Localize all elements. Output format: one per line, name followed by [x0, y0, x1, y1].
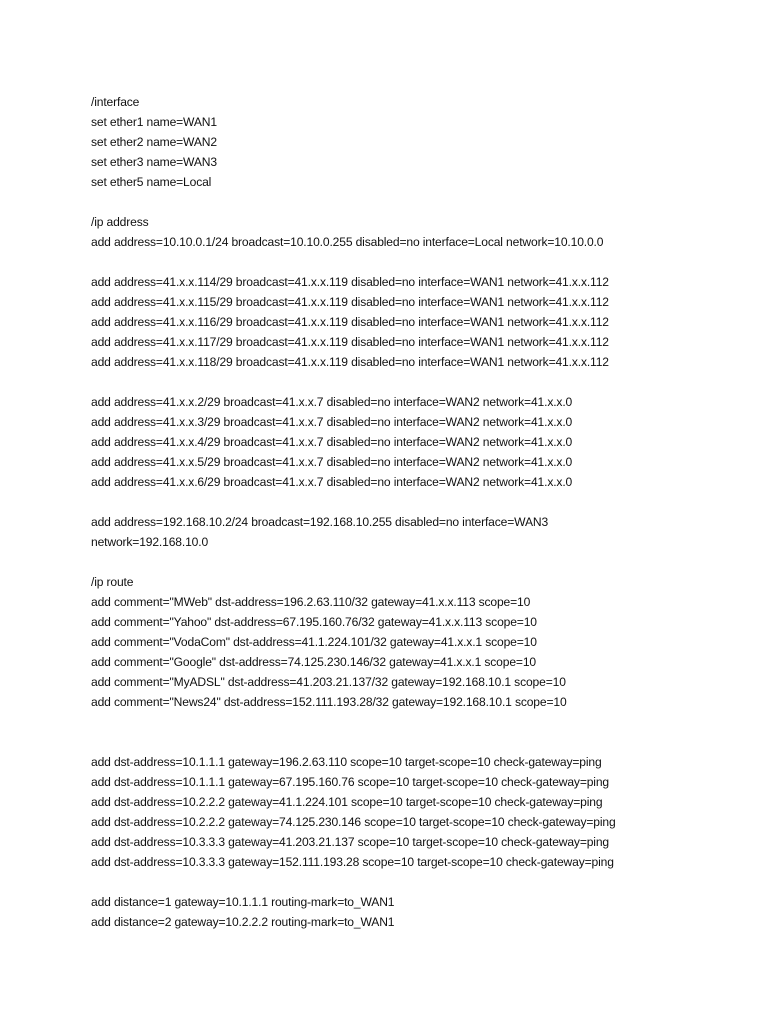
text-line: set ether1 name=WAN1 — [91, 115, 217, 129]
config-document — [91, 92, 751, 932]
block-ip-route — [91, 572, 751, 712]
text-line: add dst-address=10.1.1.1 gateway=196.2.63.110 scope=10 target-scope=10 check-gateway=ping — [91, 755, 602, 769]
text-line: add dst-address=10.2.2.2 gateway=74.125.230.146 scope=10 target-scope=10 check-gateway=ping — [91, 815, 616, 829]
text-line: add address=41.x.x.117/29 broadcast=41.x.x.119 disabled=no interface=WAN1 network=41.x.x.112 — [91, 335, 609, 349]
text-line: add address=41.x.x.115/29 broadcast=41.x.x.119 disabled=no interface=WAN1 network=41.x.x.112 — [91, 295, 609, 309]
text-line: add dst-address=10.2.2.2 gateway=41.1.224.101 scope=10 target-scope=10 check-gateway=ping — [91, 795, 603, 809]
blank-line — [91, 872, 751, 892]
block-ip-address-wan1 — [91, 272, 751, 372]
block-ip-address-wan3 — [91, 512, 751, 552]
block-check-gateway-routes — [91, 752, 751, 872]
text-line: /interface — [91, 95, 140, 109]
blank-line — [91, 552, 751, 572]
blank-line — [91, 712, 751, 732]
text-line: add address=41.x.x.3/29 broadcast=41.x.x.7 disabled=no interface=WAN2 network=41.x.x.0 — [91, 415, 573, 429]
text-line: add comment="Yahoo" dst-address=67.195.160.76/32 gateway=41.x.x.113 scope=10 — [91, 615, 537, 629]
text-line: add address=41.x.x.6/29 broadcast=41.x.x.7 disabled=no interface=WAN2 network=41.x.x.0 — [91, 475, 573, 489]
text-line: add address=41.x.x.5/29 broadcast=41.x.x.7 disabled=no interface=WAN2 network=41.x.x.0 — [91, 455, 573, 469]
text-line: add comment="Google" dst-address=74.125.230.146/32 gateway=41.x.x.1 scope=10 — [91, 655, 536, 669]
text-line: add comment="MyADSL" dst-address=41.203.21.137/32 gateway=192.168.10.1 scope=10 — [91, 675, 566, 689]
text-line: set ether3 name=WAN3 — [91, 155, 217, 169]
text-line: add dst-address=10.3.3.3 gateway=152.111.193.28 scope=10 target-scope=10 check-gateway=ping — [91, 855, 614, 869]
text-line: add address=41.x.x.116/29 broadcast=41.x.x.119 disabled=no interface=WAN1 network=41.x.x.112 — [91, 315, 609, 329]
text-line: add address=10.10.0.1/24 broadcast=10.10.0.255 disabled=no interface=Local network=10.10.0.0 — [91, 235, 604, 249]
text-line: /ip route — [91, 575, 134, 589]
blank-line — [91, 732, 751, 752]
text-line: network=192.168.10.0 — [91, 535, 209, 549]
blank-line — [91, 372, 751, 392]
text-line: add dst-address=10.3.3.3 gateway=41.203.21.137 scope=10 target-scope=10 check-gateway=ping — [91, 835, 609, 849]
text-line: set ether5 name=Local — [91, 175, 212, 189]
block-ip-address-wan2 — [91, 392, 751, 492]
block-interface — [91, 92, 751, 192]
text-line: add distance=2 gateway=10.2.2.2 routing-mark=to_WAN1 — [91, 915, 395, 929]
text-line: add comment="VodaCom" dst-address=41.1.224.101/32 gateway=41.x.x.1 scope=10 — [91, 635, 537, 649]
text-line: add address=41.x.x.118/29 broadcast=41.x.x.119 disabled=no interface=WAN1 network=41.x.x.112 — [91, 355, 609, 369]
block-ip-address-local — [91, 212, 751, 252]
block-distance-routes — [91, 892, 751, 932]
text-line: add address=41.x.x.114/29 broadcast=41.x.x.119 disabled=no interface=WAN1 network=41.x.x.112 — [91, 275, 609, 289]
text-line: set ether2 name=WAN2 — [91, 135, 217, 149]
blank-line — [91, 492, 751, 512]
text-line: add distance=1 gateway=10.1.1.1 routing-mark=to_WAN1 — [91, 895, 395, 909]
blank-line — [91, 192, 751, 212]
text-line: add comment="MWeb" dst-address=196.2.63.110/32 gateway=41.x.x.113 scope=10 — [91, 595, 531, 609]
text-line: add address=41.x.x.4/29 broadcast=41.x.x.7 disabled=no interface=WAN2 network=41.x.x.0 — [91, 435, 573, 449]
text-line: /ip address — [91, 215, 149, 229]
text-line: add comment="News24" dst-address=152.111.193.28/32 gateway=192.168.10.1 scope=10 — [91, 695, 567, 709]
blank-line — [91, 252, 751, 272]
text-line: add address=41.x.x.2/29 broadcast=41.x.x.7 disabled=no interface=WAN2 network=41.x.x.0 — [91, 395, 573, 409]
text-line: add dst-address=10.1.1.1 gateway=67.195.160.76 scope=10 target-scope=10 check-gateway=ping — [91, 775, 609, 789]
text-line: add address=192.168.10.2/24 broadcast=192.168.10.255 disabled=no interface=WAN3 — [91, 515, 549, 529]
